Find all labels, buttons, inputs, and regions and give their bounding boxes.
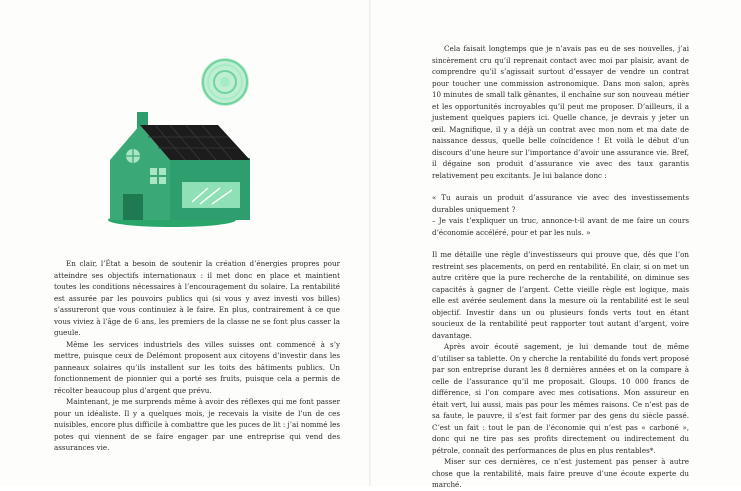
book-gutter [369, 0, 371, 486]
paragraph: Il me détaille une règle d’investisseurs qui prouve que, dès que l’on restreint ses placements, on perd en rentabilité. En clair, si on met un autre critère que la pure recherche de la rentabilité, on diminue ses capacités à gagner de l’argent. Cette vieille règle est logique, mais elle est avérée seulement dans la mesure où la rentabilité est le seul objectif. Investir dans un ou plusieurs fonds verts tout en étant soucieux de la rentabilité peut rapporter tout autant d’argent, voire davantage. [432, 250, 689, 340]
paragraph: En clair, l’État a besoin de soutenir la création d’énergies propres pour atteindre ses objectifs internationaux : il met donc en place et maintient toutes les conditions nécessaires à l’encouragement du solaire. La rentabilité est assurée par les pouvoirs publics qui (si vous y avez investi vos billes) s’assureront que vous continuiez à le faire. En plus, contrairement à ce que vous viviez à l’âge de 6 ans, les premiers de la classe ne se font plus casser la gueule. [54, 259, 340, 337]
dialogue-line: « Tu aurais un produit d’assurance vie avec des investissements durables uniquement ? [432, 193, 689, 214]
dialogue-line: – Je vais t’expliquer un truc, annonce-t-il avant de me faire un cours d’économie accéléré, pour et par les nuls. » [432, 216, 689, 237]
left-page-text [54, 258, 340, 454]
paragraph: Miser sur ces dernières, ce n’est justement pas penser à autre chose que la rentabilité, mais faire preuve d’une écoute experte du marché. [432, 457, 689, 489]
paragraph: Après avoir écouté sagement, je lui demande tout de même d’utiliser sa tablette. On y cherche la rentabilité du fonds vert proposé par son entreprise durant les 8 dernières années et on la compare à celle de l’assurance qu’il me proposait. Gloups. 10 000 francs de différence, si l’on compare avec mes cotisations. Mon assureur en était vert, lui aussi, mais pas pour les mêmes raisons. Ce n’est pas de sa faute, le pauvre, il s’est fait former par des gens du siècle passé. C’est un fait : tout le pan de l’économie qui n’est pas « carboné », donc qui ne tire pas ses profits directement ou indirectement du pétrole, connaît des performances de plus en plus rentables*. [432, 342, 689, 455]
house-solar-illustration [100, 50, 270, 230]
right-page-text [432, 43, 689, 491]
door-icon [123, 194, 143, 220]
sun-icon [201, 58, 249, 106]
intro-paragraph: Cela faisait longtemps que je n’avais pas eu de ses nouvelles, j’ai sincèrement cru qu’il reprenait contact avec moi par plaisir, avant de comprendre qu’il s’agissait surtout d’essayer de vendre un contrat pour toucher une commission astronomique. Dans mon salon, après 10 minutes de small talk gênantes, il enchaîne sur son nouveau métier et les opportunités incroyables qu’il peut me proposer. D’ailleurs, il a justement quelques papiers ici. Quelle chance, je devrais y jeter un œil. Magnifique, il y a déjà un contrat avec mon nom et ma date de naissance dessus, quelle belle coïncidence ! Et voilà le début d’un discours d’une heure sur l’importance d’avoir une assurance vie. Bref, il dégaine son produit d’assurance vie avec des taux garantis relativement peu excitants. Je lui balance donc : [432, 44, 689, 180]
dialogue-block [432, 192, 689, 238]
paragraph: Maintenant, je me surprends même à avoir des réflexes qui me font passer pour un idéaliste. Il y a quelques mois, je recevais la visite de l’un de ces nuisibles, encore plus difficile à combattre que les puces de lit : j’ai nommé les potes qui viennent de se faire engager par une entreprise qui vend des assurances vie. [54, 397, 340, 452]
paragraph: Même les services industriels des villes suisses ont commencé à s’y mettre, puisque ceux de Delémont proposent aux citoyens d’investir dans les panneaux solaires qu’ils installent sur les toits des bâtiments publics. Un fonctionnement de pionnier qui a porté ses fruits, puisque cela a permis de récolter beaucoup plus d’argent que prévu. [54, 339, 340, 395]
